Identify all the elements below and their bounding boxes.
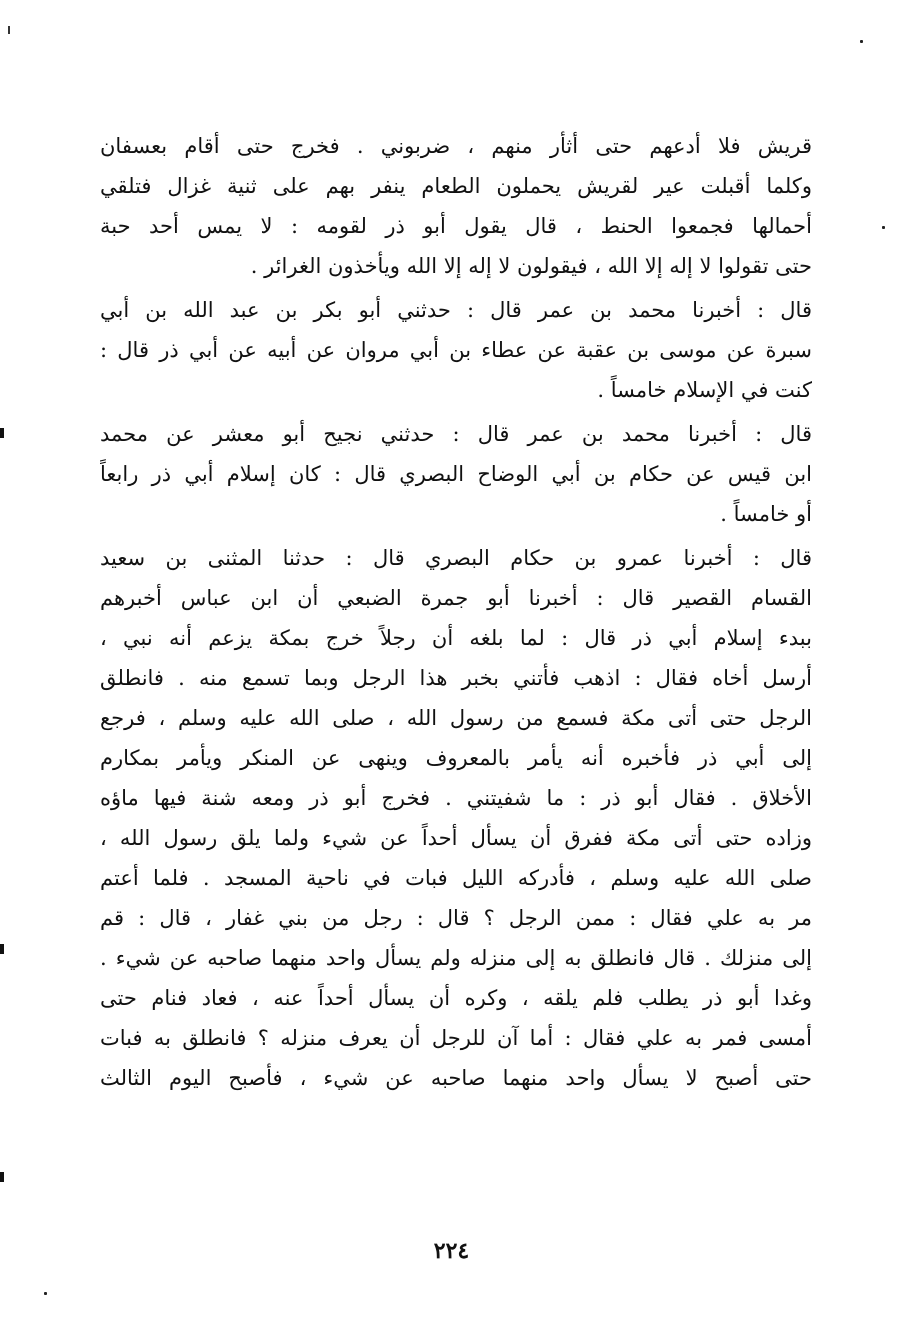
scan-speck: [882, 226, 885, 229]
scan-mark: [8, 26, 10, 34]
page-number: ٢٢٤: [433, 1238, 470, 1264]
text-line: أرسل أخاه فقال : اذهب فأتني بخبر هذا الرجل وبما تسمع منه . فانطلق: [100, 666, 812, 690]
text-line: ابن قيس عن حكام بن أبي الوضاح البصري قال : كان إسلام أبي ذر رابعاً: [100, 462, 812, 486]
binding-hole-mark: [0, 428, 4, 438]
text-line: إلى منزلك . قال فانطلق به إلى منزله ولم يسأل واحد منهما صاحبه عن شيء .: [100, 946, 812, 970]
text-line: القسام القصير قال : أخبرنا أبو جمرة الضبعي أن ابن عباس أخبرهم: [100, 586, 812, 610]
text-line: قريش فلا أدعهم حتى أثأر منهم ، ضربوني . فخرج حتى أقام بعسفان: [100, 134, 812, 158]
text-line: الأخلاق . فقال أبو ذر : ما شفيتني . فخرج أبو ذر ومعه شنة فيها ماؤه: [100, 786, 812, 810]
text-line: وغدا أبو ذر يطلب فلم يلقه ، وكره أن يسأل أحداً عنه ، فعاد فنام حتى: [100, 986, 812, 1010]
text-line: حتى تقولوا لا إله إلا الله ، فيقولون لا إله إلا الله ويأخذون الغرائر .: [250, 254, 812, 278]
text-line: وزاده حتى أتى مكة ففرق أن يسأل أحداً عن شيء ولما يلق رسول الله ،: [100, 826, 812, 850]
text-line: أمسى فمر به علي فقال : أما آن للرجل أن يعرف منزله ؟ فانطلق به فبات: [100, 1026, 812, 1050]
text-line: صلى الله عليه وسلم ، فأدركه الليل فبات في ناحية المسجد . فلما أعتم: [100, 866, 812, 890]
text-line: كنت في الإسلام خامساً .: [597, 378, 812, 402]
text-line: مر به علي فقال : ممن الرجل ؟ قال : رجل من بني غفار ، قال : قم: [100, 906, 812, 930]
body-text: [100, 126, 812, 1098]
text-line: إلى أبي ذر فأخبره أنه يأمر بالمعروف وينهى عن المنكر ويأمر بمكارم: [100, 746, 812, 770]
text-line: أو خامساً .: [720, 502, 812, 526]
text-line: سبرة عن موسى بن عقبة عن عطاء بن أبي مروان عن أبيه عن أبي ذر قال :: [100, 338, 812, 362]
text-line: قال : أخبرنا عمرو بن حكام البصري قال : حدثنا المثنى بن سعيد: [100, 546, 812, 570]
scan-speck: [860, 40, 863, 43]
text-line: وكلما أقبلت عير لقريش يحملون الطعام ينفر بهم على ثنية غزال فتلقي: [100, 174, 812, 198]
text-line: قال : أخبرنا محمد بن عمر قال : حدثني أبو بكر بن عبد الله بن أبي: [100, 298, 812, 322]
scan-speck: [44, 1292, 47, 1295]
text-line: أحمالها فجمعوا الحنط ، قال يقول أبو ذر لقومه : لا يمس أحد حبة: [100, 214, 812, 238]
text-line: حتى أصبح لا يسأل واحد منهما صاحبه عن شيء ، فأصبح اليوم الثالث: [100, 1066, 812, 1090]
text-line: قال : أخبرنا محمد بن عمر قال : حدثني نجيح أبو معشر عن محمد: [100, 422, 812, 446]
binding-hole-mark: [0, 1172, 4, 1182]
text-line: الرجل حتى أتى مكة فسمع من رسول الله ، صلى الله عليه وسلم ، فرجع: [100, 706, 812, 730]
text-line: ببدء إسلام أبي ذر قال : لما بلغه أن رجلاً خرج بمكة يزعم أنه نبي ،: [100, 626, 812, 650]
binding-hole-mark: [0, 944, 4, 954]
